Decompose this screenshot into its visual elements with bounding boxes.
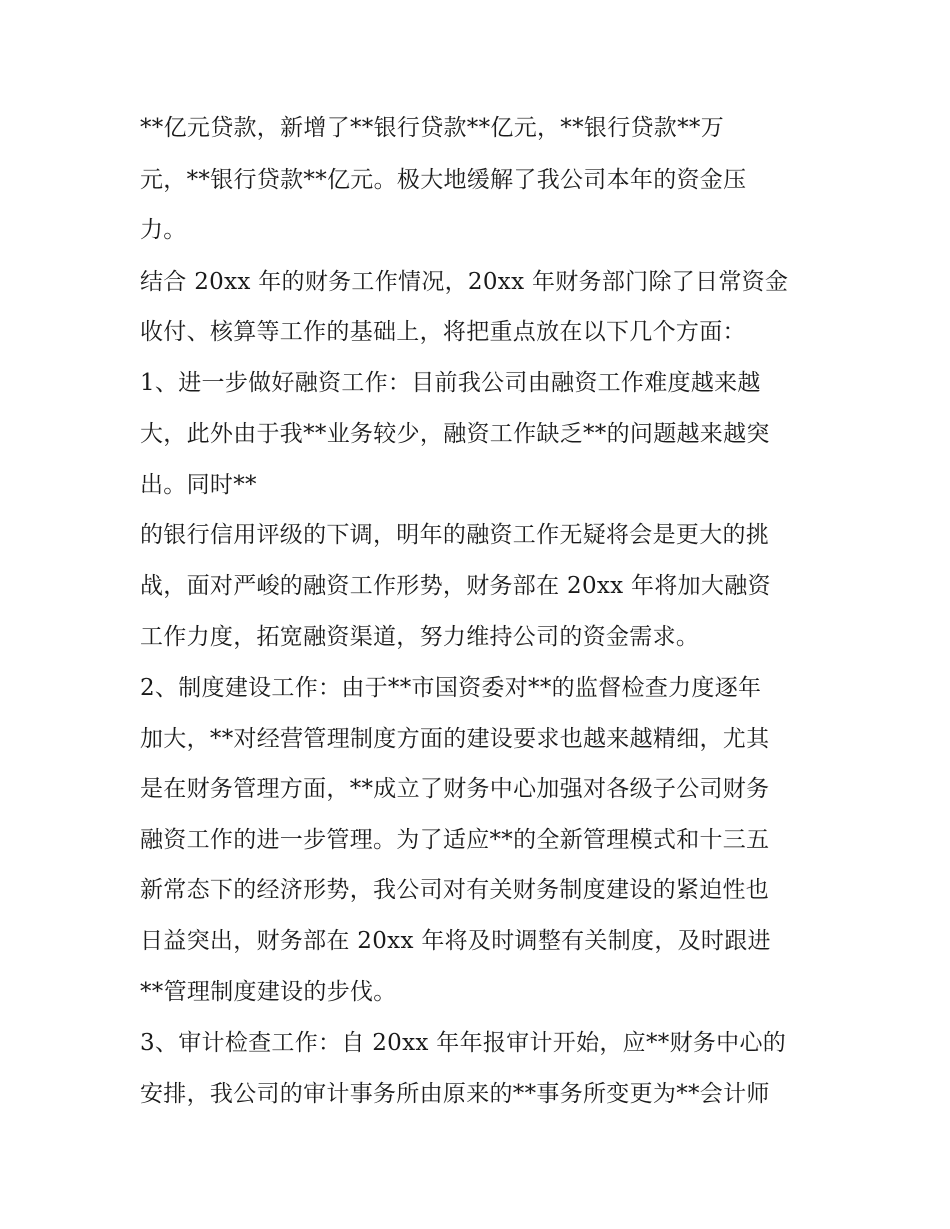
text-line: 出。同时** xyxy=(140,472,257,498)
text-line: 3、审计检查工作：自 20xx 年年报审计开始，应**财务中心的 xyxy=(140,1030,787,1056)
text-line: 大，此外由于我**业务较少，融资工作缺乏**的问题越来越突 xyxy=(140,421,770,447)
text-line: 加大，**对经营管理制度方面的建设要求也越来越精细，尤其 xyxy=(140,726,770,752)
text-line: 的银行信用评级的下调，明年的融资工作无疑将会是更大的挑 xyxy=(140,522,770,548)
text-line: 力。 xyxy=(140,217,187,243)
text-line: **管理制度建设的步伐。 xyxy=(140,979,397,1005)
text-line: 新常态下的经济形势，我公司对有关财务制度建设的紧迫性也 xyxy=(140,877,770,903)
text-line: **亿元贷款，新增了**银行贷款**亿元，**银行贷款**万 xyxy=(140,115,724,141)
text-line: 2、制度建设工作：由于**市国资委对**的监督检查力度逐年 xyxy=(140,675,762,701)
text-line: 战，面对严峻的融资工作形势，财务部在 20xx 年将加大融资 xyxy=(140,573,771,599)
text-line: 收付、核算等工作的基础上，将把重点放在以下几个方面： xyxy=(140,319,746,345)
text-line: 安排，我公司的审计事务所由原来的**事务所变更为**会计师 xyxy=(140,1081,770,1107)
text-line: 1、进一步做好融资工作：目前我公司由融资工作难度越来越 xyxy=(140,370,761,396)
text-line: 融资工作的进一步管理。为了适应**的全新管理模式和十三五 xyxy=(140,827,770,853)
text-line: 结合 20xx 年的财务工作情况，20xx 年财务部门除了日常资金 xyxy=(140,269,789,295)
text-line: 日益突出，财务部在 20xx 年将及时调整有关制度，及时跟进 xyxy=(140,928,771,954)
text-line: 工作力度，拓宽融资渠道，努力维持公司的资金需求。 xyxy=(140,624,700,650)
text-line: 是在财务管理方面，**成立了财务中心加强对各级子公司财务 xyxy=(140,776,770,802)
text-line: 元，**银行贷款**亿元。极大地缓解了我公司本年的资金压 xyxy=(140,167,747,193)
